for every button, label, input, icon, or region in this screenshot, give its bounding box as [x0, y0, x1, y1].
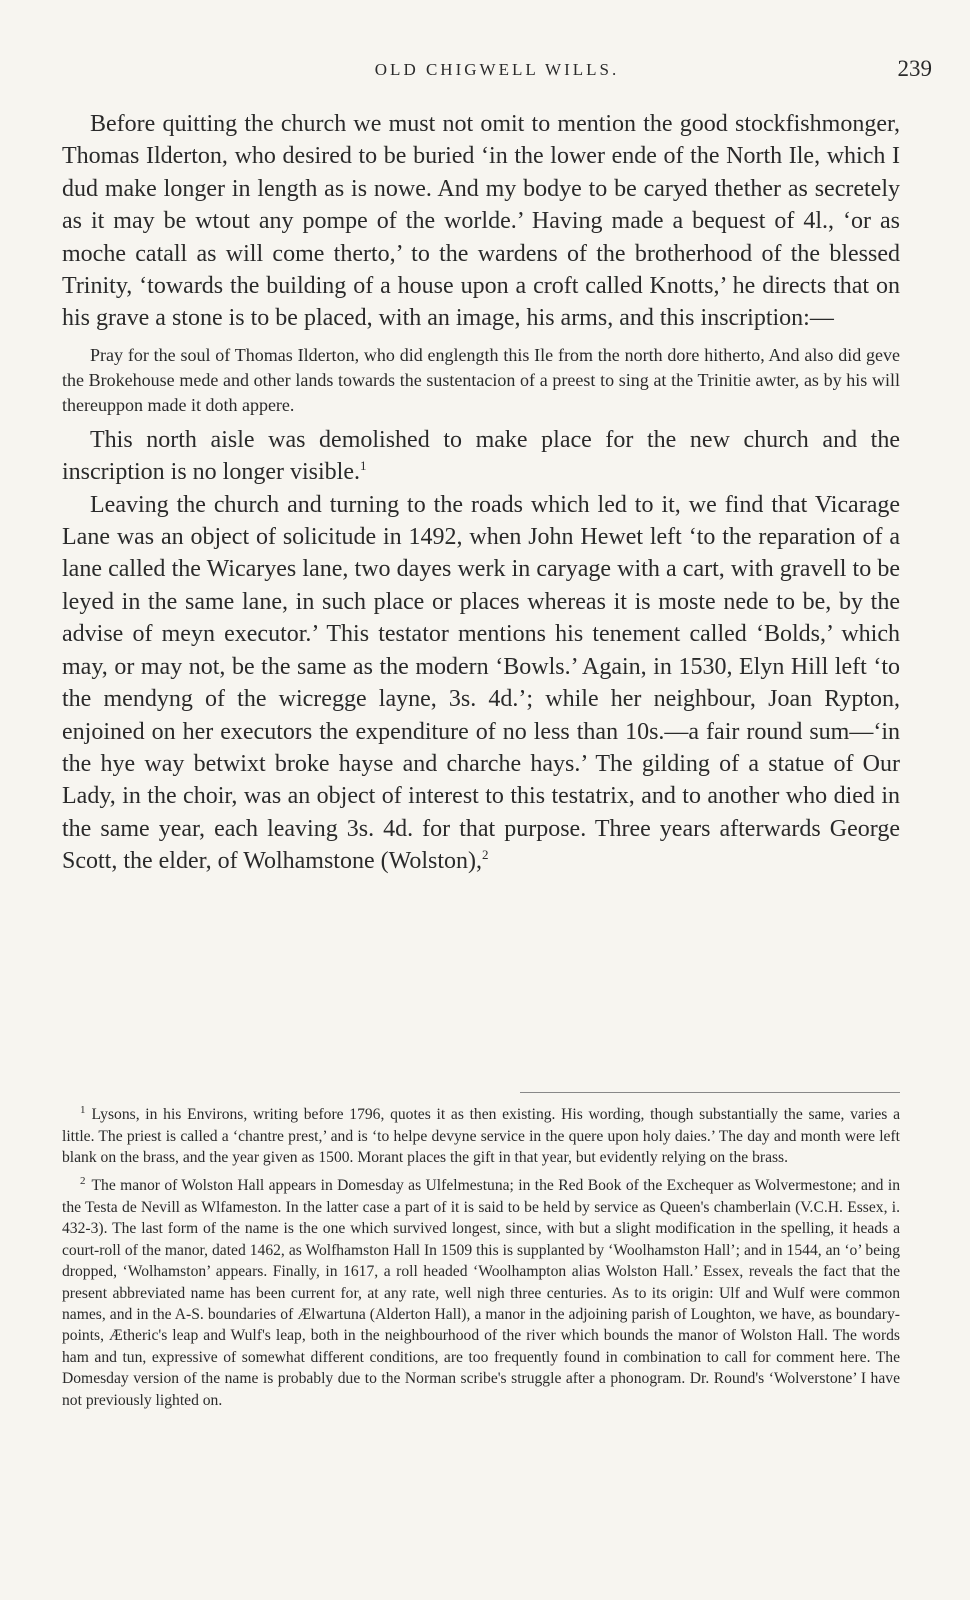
- inscription-quote: Pray for the soul of Thomas Ilderton, who did englength this Ile from the north dore hitherto, And also did geve the Brokehouse mede and other lands towards the sustentacion of a preest to sing at the Trinitie awter, as by his will thereuppon made it doth appere.: [62, 344, 900, 415]
- body-text: [62, 108, 900, 878]
- page-number: 239: [897, 56, 932, 81]
- footnote-text: Lysons, in his Environs, writing before 1796, quotes it as then existing. His wording, though substantially the same, varies a little. The priest is called a ‘chantre prest,’ and is ‘to helpe devyne service in the quere upon holy daies.’ The day and month were left blank on the brass, and the year given as 1500. Morant places the gift in that year, but evidently relying on the brass.: [62, 1106, 900, 1166]
- footnote-marker: 1: [80, 1104, 86, 1116]
- running-title: OLD CHIGWELL WILLS.: [374, 60, 620, 79]
- paragraph-north-aisle-text: This north aisle was demolished to make place for the new church and the inscription is no longer visible.: [62, 426, 900, 486]
- paragraph-ilderton: Before quitting the church we must not omit to mention the good stockfishmonger, Thomas Ilderton, who desired to be buried ‘in the lower ende of the North Ile, which I dud make longer in length as is nowe. And my bodye to be caryed thether as secretely as it may be wtout any pompe of the worlde.’ Having made a bequest of 4l., ‘or as moche catall as will come therto,’ to the wardens of the brotherhood of the blessed Trinity, ‘towards the building of a house upon a croft called Knotts,’ he directs that on his grave a stone is to be placed, with an image, his arms, and this inscription:—: [62, 111, 900, 332]
- footnote-text: The manor of Wolston Hall appears in Domesday as Ulfelmestuna; in the Red Book of the Exchequer as Wolvermestone; and in the Testa de Nevill as Wlfameston. In the latter case a part of it is said to be held by service as Queen's chamberlain (V.C.H. Essex, i. 432-3). The last form of the name is the one which survived longest, since, with but a slight modification in the spelling, it heads a court-roll of the manor, dated 1462, as Wolfhamston Hall In 1509 this is supplanted by ‘Woolhamston Hall’; and in 1544, an ‘o’ being dropped, ‘Wolhamston’ appears. Finally, in 1617, a roll headed ‘Woolhampton alias Wolston Hall.’ Essex, reveals the fact that the present abbreviated name has been current for, at any rate, well nigh three centuries. As to its origin: Ulf and Wulf were common names, and in the A-S. boundaries of Ælwartuna (Alderton Hall), a manor in the adjoining parish of Loughton, we have, as boundary-points, Ætheric's leap and Wulf's leap, both in the neighbourhood of the river which bounds the manor of Wolston Hall. The words ham and tun, expressive of somewhat different conditions, are too frequently found in combination to call for comment here. The Domesday version of the name is probably due to the Norman scribe's struggle after a phonogram. Dr. Round's ‘Wolverstone’ I have not previously lighted on.: [62, 1177, 900, 1409]
- footnote-ref-2: 2: [482, 847, 489, 863]
- footnote-divider: [520, 1092, 900, 1093]
- footnotes: [62, 1100, 900, 1414]
- footnote-marker: 2: [80, 1175, 86, 1188]
- paragraph-north-aisle: [62, 424, 900, 489]
- paragraph-vicarage-lane: [62, 489, 900, 878]
- footnote-ref-1: 1: [359, 458, 367, 474]
- footnote-2: [62, 1171, 900, 1411]
- footnote-1: [62, 1100, 900, 1168]
- page-header: [62, 56, 932, 86]
- paragraph-vicarage-lane-text: Leaving the church and turning to the roads which led to it, we find that Vicarage Lane was an object of solicitude in 1492, when John Hewet left ‘to the reparation of a lane called the Wicaryes lane, two dayes werk in caryage with a cart, with gravell to be leyed in the same lane, in such place or places whereas it is moste nede to be, by the advise of meyn executor.’ This testator mentions his tenement called ‘Bolds,’ which may, or may not, be the same as the modern ‘Bowls.’ Again, in 1530, Elyn Hill left ‘to the mendyng of the wicregge layne, 3s. 4d.’; while her neighbour, Joan Rypton, enjoined on her executors the expenditure of no less than 10s.—a fair round sum—‘in the hye way betwixt broke hayse and charche hays.’ The gilding of a statue of Our Lady, in the choir, was an object of interest to this testatrix, and to another who died in the same year, each leaving 3s. 4d. for that purpose. Three years afterwards George Scott, the elder, of Wolhamstone (Wolston),: [62, 491, 900, 875]
